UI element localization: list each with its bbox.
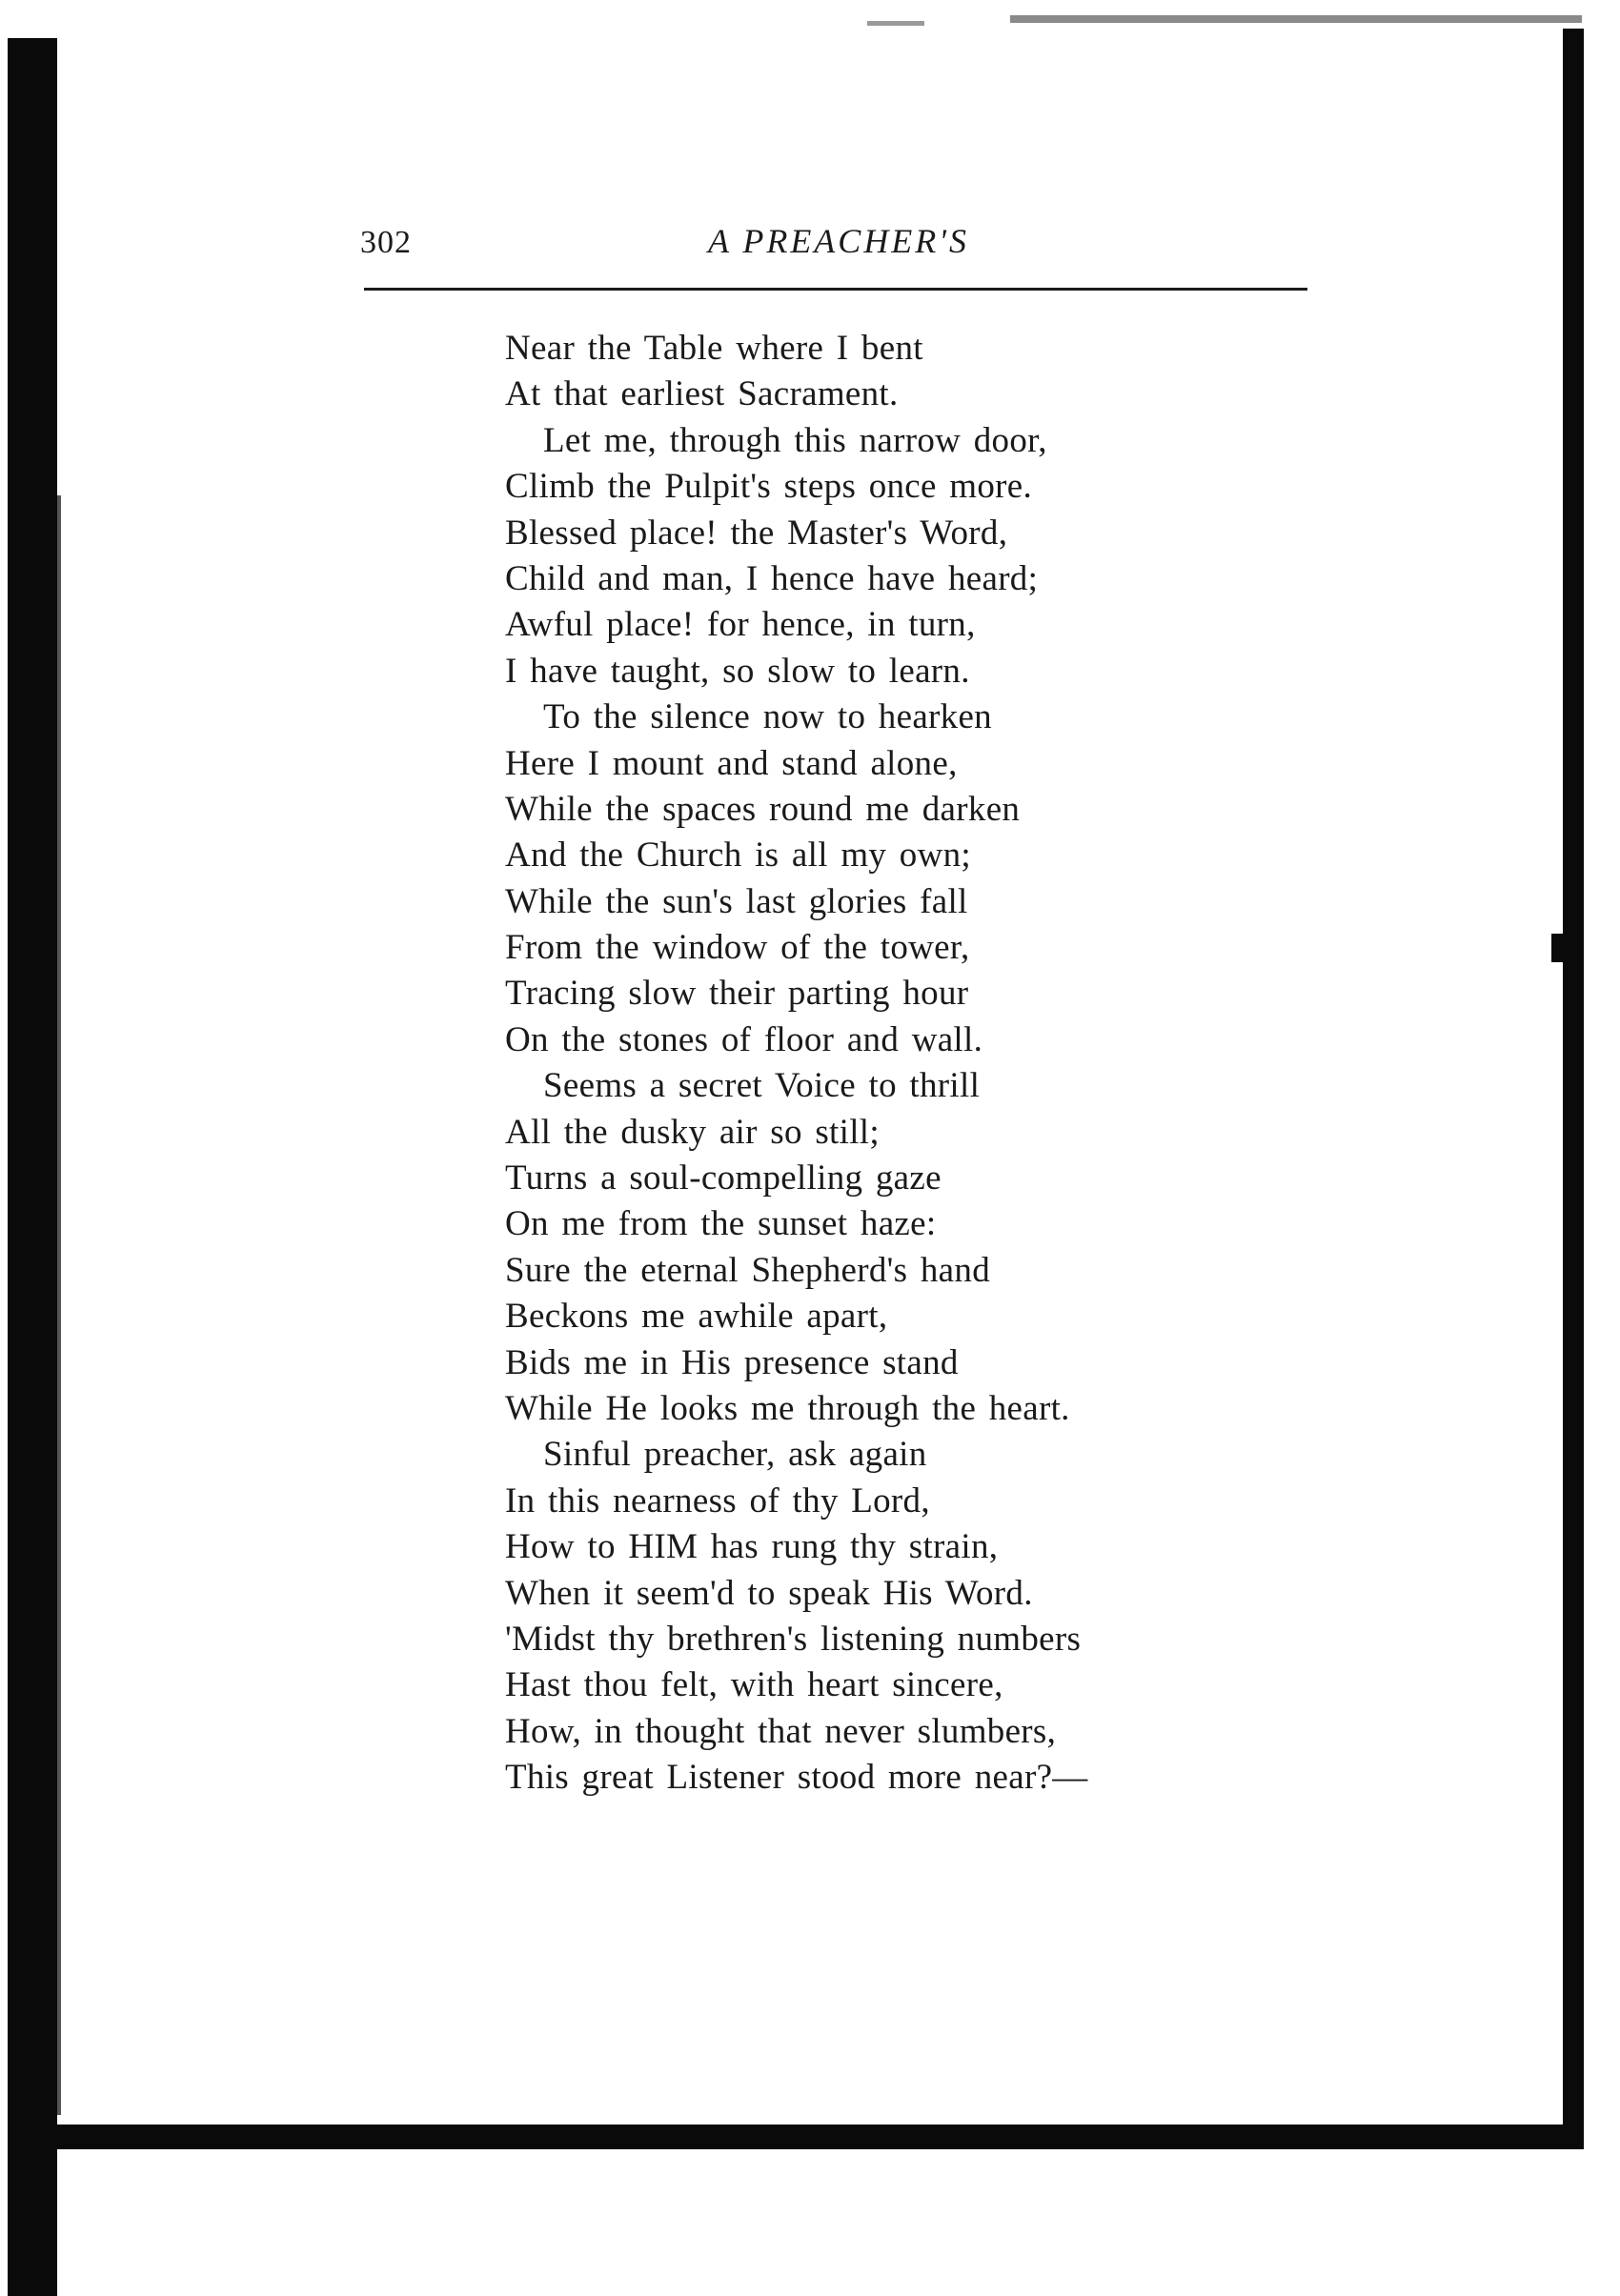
poem-line: Sinful preacher, ask again [543, 1435, 927, 1475]
poem-body [505, 326, 1267, 1802]
poem-line: From the window of the tower, [505, 928, 970, 968]
poem-line: Awful place! for hence, in turn, [505, 605, 976, 645]
poem-line: Child and man, I hence have heard; [505, 558, 1039, 598]
scan-border-right [1563, 29, 1584, 2148]
scan-smudge-top-small [867, 21, 924, 26]
poem-line: On the stones of floor and wall. [505, 1019, 983, 1059]
poem-line: How, in thought that never slumbers, [505, 1711, 1057, 1751]
poem-line: Hast thou felt, with heart sincere, [505, 1665, 1003, 1705]
poem-line: While the sun's last glories fall [505, 881, 968, 921]
poem-line: And the Church is all my own; [505, 836, 971, 876]
poem-line: Bids me in His presence stand [505, 1342, 959, 1382]
poem-line: All the dusky air so still; [505, 1112, 880, 1152]
poem-line: To the silence now to hearken [543, 697, 992, 737]
poem-line: Sure the eternal Shepherd's hand [505, 1250, 991, 1290]
scan-border-nub [1551, 934, 1565, 962]
poem-line: At that earliest Sacrament. [505, 374, 899, 414]
poem-line: 'Midst thy brethren's listening numbers [505, 1619, 1082, 1659]
poem-line: Blessed place! the Master's Word, [505, 513, 1008, 553]
poem-line: While the spaces round me darken [505, 789, 1021, 829]
poem-line: Here I mount and stand alone, [505, 743, 958, 783]
poem-line: In this nearness of thy Lord, [505, 1480, 930, 1521]
scan-smudge-top [1010, 15, 1582, 23]
poem-line: Near the Table where I bent [505, 329, 923, 368]
poem-line: Tracing slow their parting hour [505, 974, 969, 1014]
binding-shadow-left [8, 38, 57, 2296]
poem-line: On me from the sunset haze: [505, 1204, 937, 1244]
page-number: 302 [360, 225, 412, 260]
poem-line: Seems a secret Voice to thrill [543, 1066, 981, 1106]
running-head: A PREACHER'S [708, 222, 969, 260]
poem-line: Climb the Pulpit's steps once more. [505, 467, 1033, 507]
poem-line: While He looks me through the heart. [505, 1388, 1070, 1428]
poem-line: Turns a soul-compelling gaze [505, 1158, 942, 1198]
poem-line: Beckons me awhile apart, [505, 1297, 888, 1337]
poem-line: Let me, through this narrow door, [543, 420, 1047, 460]
header-rule [364, 288, 1307, 291]
binding-shadow-line [57, 495, 61, 2115]
scan-border-bottom [38, 2125, 1584, 2149]
poem-line: When it seem'd to speak His Word. [505, 1573, 1033, 1613]
poem-line: How to HIM has rung thy strain, [505, 1527, 999, 1567]
poem-line: I have taught, so slow to learn. [505, 651, 970, 691]
poem-line: This great Listener stood more near?— [505, 1758, 1088, 1798]
